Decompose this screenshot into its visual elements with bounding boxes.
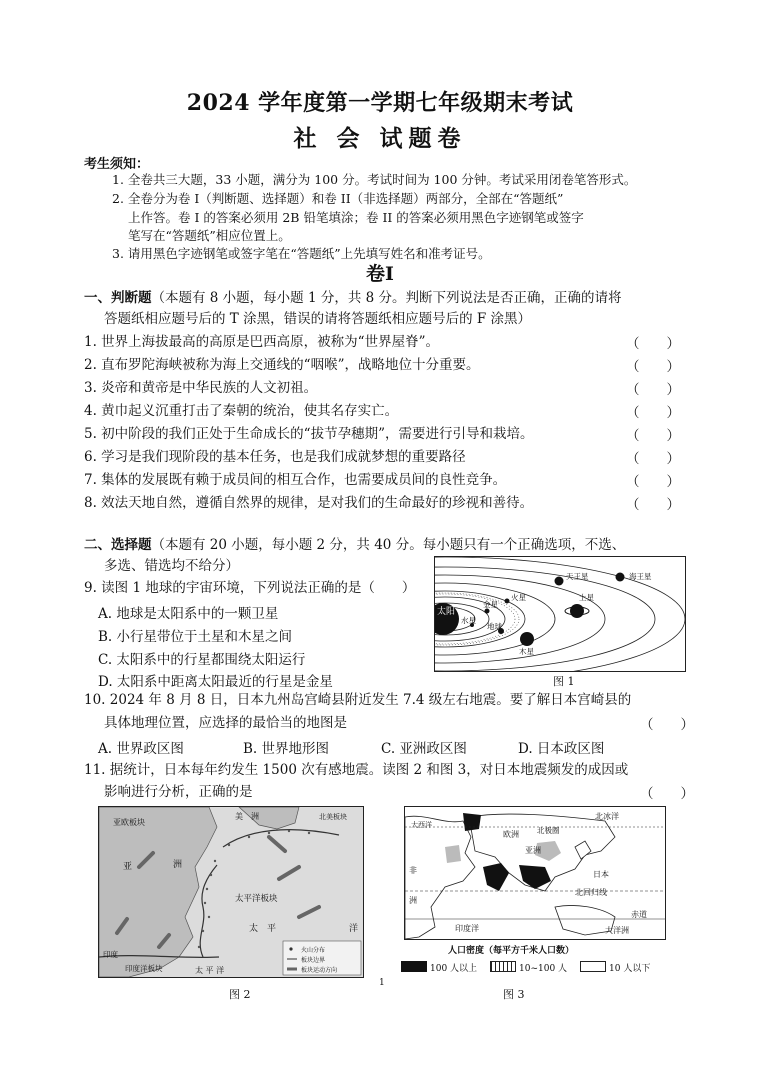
figure3-caption: 图 3 xyxy=(503,988,525,1001)
neptune-label: 海王星 xyxy=(629,572,652,581)
fig2-legend-boundary: 板块边界 xyxy=(301,957,326,964)
fig2-asia: 亚 xyxy=(123,862,133,872)
fig3-arctic: 北冰洋 xyxy=(595,812,619,821)
notice-line: 3. 请用黑色字迹钢笔或签字笔在“答题纸”上先填写姓名和准考证号。 xyxy=(112,246,491,261)
answer-paren: （ ） xyxy=(626,497,680,513)
density-legend-low-swatch xyxy=(580,961,606,972)
density-legend-high: 100 人以上 xyxy=(430,964,478,974)
answer-paren: （ ） xyxy=(626,474,680,490)
question-10-stem: 10. 2024 年 8 月 8 日，日本九州岛宫崎县附近发生 7.4 级左右地震。要了解日本宫崎县的 xyxy=(84,692,632,708)
fig3-tropic: 北回归线 xyxy=(575,888,607,897)
section1-heading: 一、判断题 xyxy=(84,290,152,306)
judgement-item: 4. 黄巾起义沉重打击了秦朝的统治，使其名存实亡。 xyxy=(84,403,399,419)
q10-option-c: C. 亚洲政区图 xyxy=(381,741,467,757)
notice-line: 1. 全卷共三大题，33 小题，满分为 100 分。考试时间为 100 分钟。考试采用闭卷笔答形式。 xyxy=(112,172,637,187)
fig2-legend-direction: 板块运动方向 xyxy=(301,967,338,974)
fig3-north-pole: 北极圈 xyxy=(537,826,560,835)
fig3-asia: 亚洲 xyxy=(525,846,541,855)
section1-header xyxy=(84,288,622,309)
mercury-label: 水星 xyxy=(461,616,476,625)
section2-desc: （本题有 20 小题，每小题 2 分，共 40 分。每小题只有一个正确选项，不选、 xyxy=(151,537,626,553)
judgement-item: 2. 直布罗陀海峡被称为海上交通线的“咽喉”，战略地位十分重要。 xyxy=(84,357,480,373)
figure3-density-title: 人口密度（每平方千米人口数） xyxy=(448,946,575,956)
fig3-africa: 非 xyxy=(409,866,417,875)
question-10-stem-2: 具体地理位置，应选择的最恰当的地图是 xyxy=(104,715,347,731)
answer-paren: （ ） xyxy=(626,405,680,421)
judgement-item: 6. 学习是我们现阶段的基本任务，也是我们成就梦想的重要路径 xyxy=(84,449,466,465)
fig3-africa-2: 洲 xyxy=(409,896,417,905)
section1-desc-line2: 答题纸相应题号后的 T 涂黑，错误的请将答题纸相应题号后的 F 涂黑） xyxy=(104,311,532,327)
section1-desc: （本题有 8 小题，每小题 1 分，共 8 分。判断下列说法是否正确，正确的请将 xyxy=(151,290,622,306)
fig3-japan: 日本 xyxy=(593,870,609,879)
q10-option-b: B. 世界地形图 xyxy=(243,741,330,757)
jupiter-label: 木星 xyxy=(519,647,534,656)
fig3-oceania: 大洋洲 xyxy=(605,926,629,935)
q9-option-a: A. 地球是太阳系中的一颗卫星 xyxy=(98,606,279,622)
q10-option-a: A. 世界政区图 xyxy=(98,741,184,757)
fig2-eurasia-plate: 亚欧板块 xyxy=(113,818,145,827)
exam-subtitle: 社 会 试题卷 xyxy=(293,125,467,152)
answer-paren: （ ） xyxy=(626,359,680,375)
notice-label: 考生须知： xyxy=(84,157,150,172)
question-11-stem: 11. 据统计，日本每年约发生 1500 次有感地震。读图 2 和图 3，对日本地震频发的成因或 xyxy=(84,762,629,778)
fig3-atlantic: 大西洋 xyxy=(411,821,432,829)
figure1-caption: 图 1 xyxy=(553,675,575,688)
density-legend-low: 10 人以下 xyxy=(609,964,651,974)
density-legend-mid: 10~100 人 xyxy=(519,964,568,974)
answer-paren: （ ） xyxy=(626,451,680,467)
uranus-label: 天王星 xyxy=(566,572,589,581)
notice-line: 笔写在“答题纸”相应位置上。 xyxy=(128,228,291,243)
fig2-indian-plate: 印度洋板块 xyxy=(125,964,163,973)
mars-dot xyxy=(505,599,510,604)
mars-label: 火星 xyxy=(511,593,526,602)
figure2-caption: 图 2 xyxy=(229,988,251,1001)
question-11-stem-2: 影响进行分析，正确的是 xyxy=(104,784,253,800)
figure3-density-map xyxy=(404,806,666,940)
fig2-legend-volcano: 火山分布 xyxy=(301,947,326,954)
fig2-taiping-bottom: 太 平 洋 xyxy=(195,966,225,975)
section2-desc-line2: 多选、错选均不给分） xyxy=(104,558,239,574)
q9-option-d: D. 太阳系中距离太阳最近的行星是金星 xyxy=(98,674,333,690)
answer-paren: （ ） xyxy=(640,717,694,733)
fig3-europe: 欧洲 xyxy=(503,830,519,839)
notice-line: 上作答。卷 I 的答案必须用 2B 铅笔填涂；卷 II 的答案必须用黑色字迹钢笔或签字 xyxy=(128,210,584,225)
fig2-india: 印度 xyxy=(103,950,118,959)
sun-label: 太阳 xyxy=(437,607,456,617)
venus-dot xyxy=(485,609,490,614)
judgement-item: 8. 效法天地自然，遵循自然界的规律，是对我们的生命最好的珍视和善待。 xyxy=(84,495,534,511)
fig3-indian-ocean: 印度洋 xyxy=(455,924,479,933)
answer-paren: （ ） xyxy=(640,786,694,802)
q9-option-b: B. 小行星带位于土星和木星之间 xyxy=(98,629,293,645)
question-9-stem: 9. 读图 1 地球的宇宙环境，下列说法正确的是（ ） xyxy=(84,580,416,596)
venus-label: 金星 xyxy=(483,600,498,609)
fig2-america: 美 洲 xyxy=(235,812,259,821)
answer-paren: （ ） xyxy=(626,428,680,444)
figure1-solar-system xyxy=(434,556,686,672)
saturn-label: 土星 xyxy=(579,593,594,602)
exam-title: 2024 学年度第一学期七年级期末考试 xyxy=(186,90,574,116)
notice-line: 2. 全卷分为卷 I（判断题、选择题）和卷 II（非选择题）两部分，全部在“答题纸” xyxy=(112,191,564,206)
fig2-pacific-plate: 太平洋板块 xyxy=(235,894,278,904)
figure2-plate-map xyxy=(98,806,364,978)
density-legend-high-swatch xyxy=(401,961,427,972)
fig2-zhou: 洲 xyxy=(173,860,183,870)
answer-paren: （ ） xyxy=(626,382,680,398)
fig2-yang: 洋 xyxy=(349,924,359,934)
fig2-north-america-plate: 北美板块 xyxy=(319,813,347,821)
neptune-dot xyxy=(616,573,625,582)
judgement-item: 3. 炎帝和黄帝是中华民族的人文初祖。 xyxy=(84,380,318,396)
section2-heading: 二、选择题 xyxy=(84,537,152,553)
page-mark: 1 xyxy=(379,978,385,988)
fig3-equator: 赤道 xyxy=(631,910,647,919)
volume-heading: 卷Ⅰ xyxy=(366,263,394,285)
uranus-dot xyxy=(555,577,564,586)
q10-option-d: D. 日本政区图 xyxy=(518,741,605,757)
section2-header xyxy=(84,535,625,556)
judgement-item: 5. 初中阶段的我们正处于生命成长的“拔节孕穗期”，需要进行引导和栽培。 xyxy=(84,426,534,442)
saturn-dot xyxy=(570,604,584,618)
judgement-item: 7. 集体的发展既有赖于成员间的相互合作，也需要成员间的良性竞争。 xyxy=(84,472,507,488)
density-legend-mid-swatch xyxy=(490,961,516,972)
jupiter-dot xyxy=(520,632,534,646)
q9-option-c: C. 太阳系中的行星都围绕太阳运行 xyxy=(98,652,306,668)
fig2-taiping: 太 平 xyxy=(249,924,277,934)
judgement-item: 1. 世界上海拔最高的高原是巴西高原，被称为“世界屋脊”。 xyxy=(84,334,439,350)
answer-paren: （ ） xyxy=(626,336,680,352)
earth-label: 地球 xyxy=(487,622,502,631)
